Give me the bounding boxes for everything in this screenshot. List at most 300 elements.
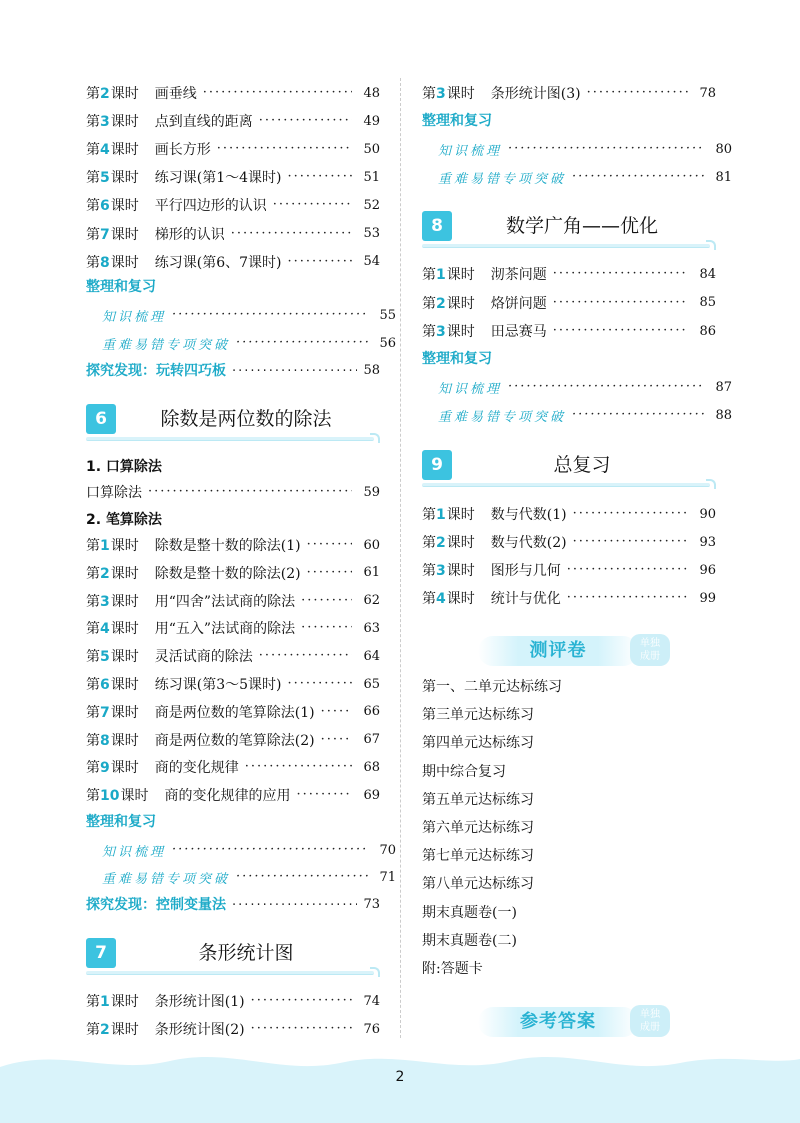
- page-ref: 70: [379, 842, 396, 858]
- leader-dots: [172, 303, 368, 327]
- entry-title: 知识梳理: [438, 381, 503, 397]
- lesson-prefix: 第: [86, 170, 100, 187]
- lesson-prefix: 第: [86, 704, 100, 721]
- leader-dots: [232, 893, 357, 917]
- lesson-row[interactable]: [86, 137, 380, 161]
- lesson-row[interactable]: [86, 728, 380, 752]
- lesson-title: 商是两位数的笔算除法(1): [154, 704, 315, 721]
- lesson-title: 画垂线: [154, 86, 197, 102]
- lesson-prefix: 第: [86, 732, 100, 749]
- page-ref: 76: [363, 1021, 380, 1037]
- lesson-number: [422, 321, 475, 341]
- lesson-unit: 课时: [120, 788, 149, 805]
- lesson-num: 10: [100, 788, 120, 805]
- page-ref: 80: [715, 141, 732, 157]
- lesson-number: [86, 224, 139, 244]
- lesson-row[interactable]: [422, 319, 716, 343]
- lesson-number: [86, 195, 139, 215]
- lesson-prefix: 第: [86, 1022, 100, 1038]
- leader-dots: [301, 589, 352, 613]
- entry-title: 重难易错专项突破: [438, 171, 567, 187]
- page-ref: 67: [363, 732, 380, 748]
- unit-title: 除数是两位数的除法: [160, 408, 332, 430]
- review-item[interactable]: [86, 303, 396, 327]
- leader-dots: [567, 558, 688, 582]
- leader-dots: [573, 502, 688, 526]
- leader-dots: [251, 989, 352, 1013]
- badge-line: 单独: [640, 1009, 660, 1020]
- leader-dots: [307, 561, 352, 585]
- lesson-number: [86, 618, 139, 638]
- lesson-prefix: 第: [86, 649, 100, 666]
- lesson-num: 4: [436, 591, 446, 607]
- lesson-title: 图形与几何: [490, 563, 561, 579]
- lesson-unit: 课时: [110, 621, 139, 638]
- unit-title: 数学广角——优化: [505, 215, 658, 237]
- lesson-num: 5: [100, 649, 110, 666]
- explore-entry[interactable]: [86, 359, 380, 383]
- lesson-num: 8: [100, 732, 110, 749]
- unit-header-7: [86, 936, 380, 976]
- unit-header-6: [86, 402, 380, 442]
- lesson-number: [86, 591, 139, 611]
- lesson-row[interactable]: [422, 586, 716, 610]
- lesson-row[interactable]: [86, 561, 380, 585]
- leader-dots: [236, 865, 368, 889]
- lesson-prefix: 第: [86, 226, 100, 243]
- page-ref: 56: [379, 335, 396, 351]
- section-heading-text: 整理和复习: [86, 279, 156, 295]
- page-ref: 71: [379, 869, 396, 885]
- page-ref: 85: [699, 295, 716, 310]
- unit-header-9: [422, 448, 716, 488]
- lesson-prefix: 第: [86, 760, 100, 777]
- lesson-row[interactable]: [86, 589, 380, 613]
- lesson-title: 用“四舍”法试商的除法: [154, 593, 296, 610]
- unit-underline: [422, 483, 710, 487]
- lesson-title: 除数是整十数的除法(2): [154, 565, 301, 582]
- entry-title: 知识梳理: [438, 143, 503, 159]
- lesson-number: [86, 991, 139, 1011]
- page-ref: 52: [363, 197, 380, 213]
- lesson-num: 2: [100, 565, 110, 582]
- lesson-title: 商的变化规律的应用: [164, 788, 291, 805]
- lesson-unit: 课时: [110, 198, 139, 215]
- pill-label: 参考答案: [520, 1011, 596, 1032]
- leader-dots: [236, 331, 368, 355]
- page-ref: 63: [363, 620, 380, 636]
- lesson-number: [422, 83, 475, 103]
- lesson-unit: 课时: [110, 677, 139, 693]
- review-heading: [422, 347, 716, 371]
- page-ref: 60: [363, 537, 380, 553]
- lesson-number: [86, 757, 139, 777]
- lesson-title: 商的变化规律: [154, 760, 239, 777]
- lesson-prefix: 第: [422, 295, 436, 312]
- lesson-prefix: 第: [86, 565, 100, 582]
- test-paper-item[interactable]: 期末真题卷(一): [422, 904, 517, 921]
- lesson-unit: 课时: [110, 226, 139, 243]
- lesson-number: [86, 167, 139, 187]
- lesson-title: 条形统计图(3): [490, 86, 581, 102]
- lesson-title: 画长方形: [154, 142, 211, 159]
- pill-label: 测评卷: [529, 640, 587, 661]
- review-item[interactable]: [422, 403, 732, 427]
- lesson-title: 数与代数(2): [490, 535, 567, 551]
- unit-underline: [86, 437, 374, 441]
- leader-dots: [296, 783, 352, 807]
- lesson-number: [86, 646, 139, 666]
- page-ref: 66: [363, 704, 380, 720]
- test-paper-item[interactable]: 期末真题卷(二): [422, 932, 517, 949]
- lesson-unit: 课时: [446, 324, 475, 340]
- leader-dots: [148, 480, 352, 504]
- lesson-num: 7: [100, 226, 110, 243]
- leader-dots: [259, 109, 352, 133]
- lesson-prefix: 第: [422, 563, 436, 579]
- lesson-row[interactable]: [86, 165, 380, 189]
- leader-dots: [245, 755, 352, 779]
- lesson-num: 2: [436, 535, 446, 551]
- lesson-title: 练习课(第6、7课时): [154, 254, 282, 271]
- lesson-number: [422, 264, 475, 284]
- lesson-row[interactable]: [86, 616, 380, 640]
- unit-title: 条形统计图: [198, 942, 294, 964]
- page-ref: 69: [363, 787, 380, 803]
- lesson-num: 3: [436, 563, 446, 579]
- page-ref: 62: [363, 593, 380, 609]
- review-item[interactable]: [422, 375, 732, 399]
- lesson-row[interactable]: [86, 783, 380, 807]
- lesson-unit: 课时: [110, 170, 139, 187]
- lesson-title: 田忌赛马: [490, 324, 547, 340]
- lesson-title: 条形统计图(2): [154, 1022, 245, 1038]
- entry-title: 知识梳理: [102, 309, 167, 325]
- test-paper-item[interactable]: 第六单元达标练习: [422, 820, 534, 836]
- leader-dots: [573, 530, 688, 554]
- lesson-number: [86, 139, 139, 159]
- toc-entry[interactable]: [86, 480, 380, 504]
- page-ref: 55: [379, 307, 396, 323]
- lesson-title: 商是两位数的笔算除法(2): [154, 732, 315, 749]
- lesson-num: 1: [100, 538, 110, 554]
- subsection-heading: 2. 笔算除法: [86, 512, 162, 528]
- lesson-title: 点到直线的距离: [154, 114, 253, 131]
- lesson-num: 4: [100, 621, 110, 638]
- review-item[interactable]: [86, 331, 396, 355]
- lesson-number: [86, 563, 139, 583]
- review-heading: [422, 109, 716, 133]
- lesson-unit: 课时: [110, 538, 139, 554]
- lesson-unit: 课时: [110, 649, 139, 666]
- test-paper-item[interactable]: 第七单元达标练习: [422, 848, 534, 865]
- page-ref: 49: [363, 113, 380, 129]
- lesson-title: 练习课(第1～4课时): [154, 170, 282, 187]
- leader-dots: [273, 193, 352, 217]
- page-ref: 53: [363, 226, 380, 241]
- leader-dots: [288, 165, 353, 189]
- lesson-row[interactable]: [86, 989, 380, 1013]
- lesson-unit: 课时: [446, 535, 475, 551]
- leader-dots: [587, 81, 688, 105]
- page-ref: 96: [699, 562, 716, 578]
- lesson-unit: 课时: [446, 563, 475, 579]
- lesson-unit: 课时: [446, 86, 475, 102]
- page-ref: 73: [363, 897, 380, 912]
- lesson-unit: 课时: [446, 591, 475, 607]
- page-ref: 65: [363, 676, 380, 692]
- page-ref: 54: [363, 254, 380, 270]
- lesson-unit: 课时: [110, 565, 139, 582]
- unit-title: 总复习: [553, 454, 611, 476]
- lesson-title: 用“五入”法试商的除法: [154, 621, 296, 638]
- lesson-prefix: 第: [86, 593, 100, 610]
- lesson-number: [422, 293, 475, 313]
- entry-title: 探究发现：玩转四巧板: [86, 363, 226, 379]
- lesson-unit: 课时: [110, 1022, 139, 1038]
- section-heading-text: 整理和复习: [422, 351, 492, 367]
- lesson-number: [86, 111, 139, 131]
- lesson-prefix: 第: [86, 86, 100, 102]
- unit-header-8: [422, 209, 716, 249]
- lesson-num: 5: [100, 170, 110, 187]
- review-heading: [86, 275, 380, 299]
- leader-dots: [203, 81, 352, 105]
- page-ref: 84: [699, 266, 716, 282]
- page-ref: 50: [363, 141, 380, 157]
- lesson-prefix: 第: [86, 677, 100, 693]
- lesson-prefix: 第: [422, 86, 436, 102]
- unit-number-badge: 8: [422, 211, 452, 241]
- lesson-row[interactable]: [422, 291, 716, 315]
- leader-dots: [508, 375, 704, 399]
- page-ref: 90: [699, 506, 716, 522]
- leader-dots: [259, 644, 352, 668]
- lesson-prefix: 第: [86, 538, 100, 554]
- lesson-unit: 课时: [110, 760, 139, 777]
- lesson-prefix: 第: [86, 198, 100, 215]
- page-ref: 93: [699, 534, 716, 550]
- lesson-number: [86, 785, 148, 805]
- unit-underline: [86, 971, 374, 975]
- entry-title: 口算除法: [86, 485, 142, 501]
- badge-line: 成册: [640, 651, 660, 662]
- lesson-title: 梯形的认识: [154, 226, 225, 243]
- lesson-row[interactable]: [86, 81, 380, 105]
- page-ref: 88: [715, 407, 732, 423]
- lesson-num: 3: [436, 86, 446, 102]
- lesson-unit: 课时: [446, 295, 475, 312]
- lesson-num: 1: [100, 994, 110, 1010]
- page-ref: 51: [363, 169, 380, 185]
- lesson-row[interactable]: [86, 222, 380, 246]
- test-paper-item[interactable]: 第八单元达标练习: [422, 876, 534, 893]
- lesson-number: [422, 588, 475, 608]
- lesson-unit: 课时: [110, 142, 139, 159]
- lesson-unit: 课时: [110, 114, 139, 131]
- lesson-prefix: 第: [86, 142, 100, 159]
- lesson-unit: 课时: [446, 267, 475, 283]
- lesson-title: 沏茶问题: [490, 267, 547, 283]
- lesson-num: 8: [100, 254, 110, 271]
- leader-dots: [572, 165, 704, 189]
- separate-volume-badge: [630, 1005, 670, 1037]
- leader-dots: [172, 838, 368, 862]
- page-ref: 86: [699, 323, 716, 339]
- page-ref: 81: [715, 169, 732, 185]
- lesson-title: 平行四边形的认识: [154, 198, 267, 215]
- lesson-row[interactable]: [86, 533, 380, 557]
- lesson-unit: 课时: [110, 704, 139, 721]
- lesson-prefix: 第: [422, 535, 436, 551]
- leader-dots: [553, 262, 688, 286]
- entry-title: 重难易错专项突破: [102, 871, 231, 887]
- lesson-num: 3: [100, 593, 110, 610]
- lesson-prefix: 第: [422, 324, 436, 340]
- lesson-prefix: 第: [86, 254, 100, 271]
- page-ref: 58: [363, 363, 380, 378]
- page-number: 2: [395, 1069, 405, 1085]
- lesson-row[interactable]: [86, 672, 380, 696]
- page-ref: 64: [363, 648, 380, 664]
- lesson-num: 3: [100, 114, 110, 131]
- separate-volume-badge: [630, 634, 670, 666]
- lesson-num: 1: [436, 267, 446, 283]
- lesson-row[interactable]: [86, 109, 380, 133]
- leader-dots: [553, 291, 688, 315]
- lesson-num: 2: [100, 1022, 110, 1038]
- lesson-unit: 课时: [110, 86, 139, 102]
- unit-number-badge: 9: [422, 450, 452, 480]
- leader-dots: [288, 250, 353, 274]
- leader-dots: [251, 1017, 352, 1041]
- lesson-title: 除数是整十数的除法(1): [154, 538, 301, 554]
- unit-number-badge: 6: [86, 404, 116, 434]
- page-ref: 59: [363, 484, 380, 500]
- lesson-prefix: 第: [422, 267, 436, 283]
- lesson-row[interactable]: [86, 193, 380, 217]
- lesson-row[interactable]: [422, 81, 716, 105]
- test-paper-item[interactable]: 附:答题卡: [422, 961, 483, 977]
- lesson-number: [422, 532, 475, 552]
- section-heading-text: 整理和复习: [422, 113, 492, 129]
- page-ref: 61: [363, 565, 380, 581]
- page-ref: 87: [715, 379, 732, 395]
- section-heading-text: 整理和复习: [86, 814, 156, 830]
- lesson-title: 烙饼问题: [490, 295, 547, 312]
- page-ref: 48: [363, 85, 380, 101]
- lesson-title: 条形统计图(1): [154, 994, 245, 1010]
- review-heading: [86, 810, 380, 834]
- review-item[interactable]: [86, 865, 396, 889]
- lesson-prefix: 第: [86, 788, 100, 805]
- column-divider: [400, 78, 401, 1038]
- lesson-num: 2: [100, 86, 110, 102]
- lesson-title: 统计与优化: [490, 591, 561, 607]
- leader-dots: [232, 359, 357, 383]
- leader-dots: [231, 222, 352, 246]
- lesson-title: 练习课(第3～5课时): [154, 677, 282, 693]
- leader-dots: [572, 403, 704, 427]
- lesson-number: [86, 730, 139, 750]
- lesson-row[interactable]: [422, 558, 716, 582]
- unit-underline: [422, 244, 710, 248]
- badge-line: 单独: [640, 638, 660, 649]
- lesson-row[interactable]: [86, 700, 380, 724]
- page-ref: 68: [363, 759, 380, 775]
- badge-line: 成册: [640, 1022, 660, 1033]
- lesson-unit: 课时: [446, 507, 475, 523]
- lesson-num: 3: [436, 324, 446, 340]
- lesson-num: 1: [436, 507, 446, 523]
- lesson-number: [422, 504, 475, 524]
- lesson-num: 9: [100, 760, 110, 777]
- lesson-title: 数与代数(1): [490, 507, 567, 523]
- entry-title: 知识梳理: [102, 844, 167, 860]
- review-item[interactable]: [86, 838, 396, 862]
- lesson-number: [86, 252, 139, 272]
- leader-dots: [508, 137, 704, 161]
- leader-dots: [301, 616, 352, 640]
- leader-dots: [288, 672, 353, 696]
- lesson-row[interactable]: [86, 755, 380, 779]
- lesson-prefix: 第: [86, 994, 100, 1010]
- lesson-row[interactable]: [86, 1017, 380, 1041]
- lesson-row[interactable]: [422, 502, 716, 526]
- leader-dots: [321, 700, 352, 724]
- review-item[interactable]: [422, 165, 732, 189]
- lesson-number: [86, 702, 139, 722]
- lesson-unit: 课时: [110, 593, 139, 610]
- lesson-num: 6: [100, 198, 110, 215]
- test-paper-item[interactable]: 第五单元达标练习: [422, 791, 534, 808]
- lesson-unit: 课时: [110, 994, 139, 1010]
- entry-title: 重难易错专项突破: [438, 409, 567, 425]
- lesson-title: 灵活试商的除法: [154, 649, 253, 666]
- page-ref: 99: [699, 590, 716, 606]
- lesson-number: [86, 1019, 139, 1039]
- lesson-prefix: 第: [422, 507, 436, 523]
- page-ref: 74: [363, 993, 380, 1009]
- lesson-num: 6: [100, 677, 110, 693]
- lesson-number: [86, 535, 139, 555]
- lesson-num: 2: [436, 295, 446, 312]
- explore-entry[interactable]: [86, 893, 380, 917]
- subsection-heading: 1. 口算除法: [86, 459, 162, 475]
- leader-dots: [567, 586, 688, 610]
- review-item[interactable]: [422, 137, 732, 161]
- lesson-row[interactable]: [422, 530, 716, 554]
- test-paper-item[interactable]: 第三单元达标练习: [422, 707, 534, 724]
- lesson-row[interactable]: [86, 644, 380, 668]
- leader-dots: [307, 533, 352, 557]
- entry-title: 重难易错专项突破: [102, 337, 231, 353]
- leader-dots: [553, 319, 688, 343]
- lesson-num: 7: [100, 704, 110, 721]
- leader-dots: [321, 728, 352, 752]
- lesson-row[interactable]: [422, 262, 716, 286]
- lesson-num: 4: [100, 142, 110, 159]
- test-paper-item[interactable]: 期中综合复习: [422, 763, 506, 780]
- test-paper-item[interactable]: 第四单元达标练习: [422, 735, 534, 752]
- lesson-number: [86, 83, 139, 103]
- lesson-prefix: 第: [422, 591, 436, 607]
- entry-title: 探究发现：控制变量法: [86, 897, 226, 913]
- test-paper-item[interactable]: 第一、二单元达标练习: [422, 679, 562, 695]
- lesson-row[interactable]: [86, 250, 380, 274]
- lesson-prefix: 第: [86, 621, 100, 638]
- lesson-unit: 课时: [110, 732, 139, 749]
